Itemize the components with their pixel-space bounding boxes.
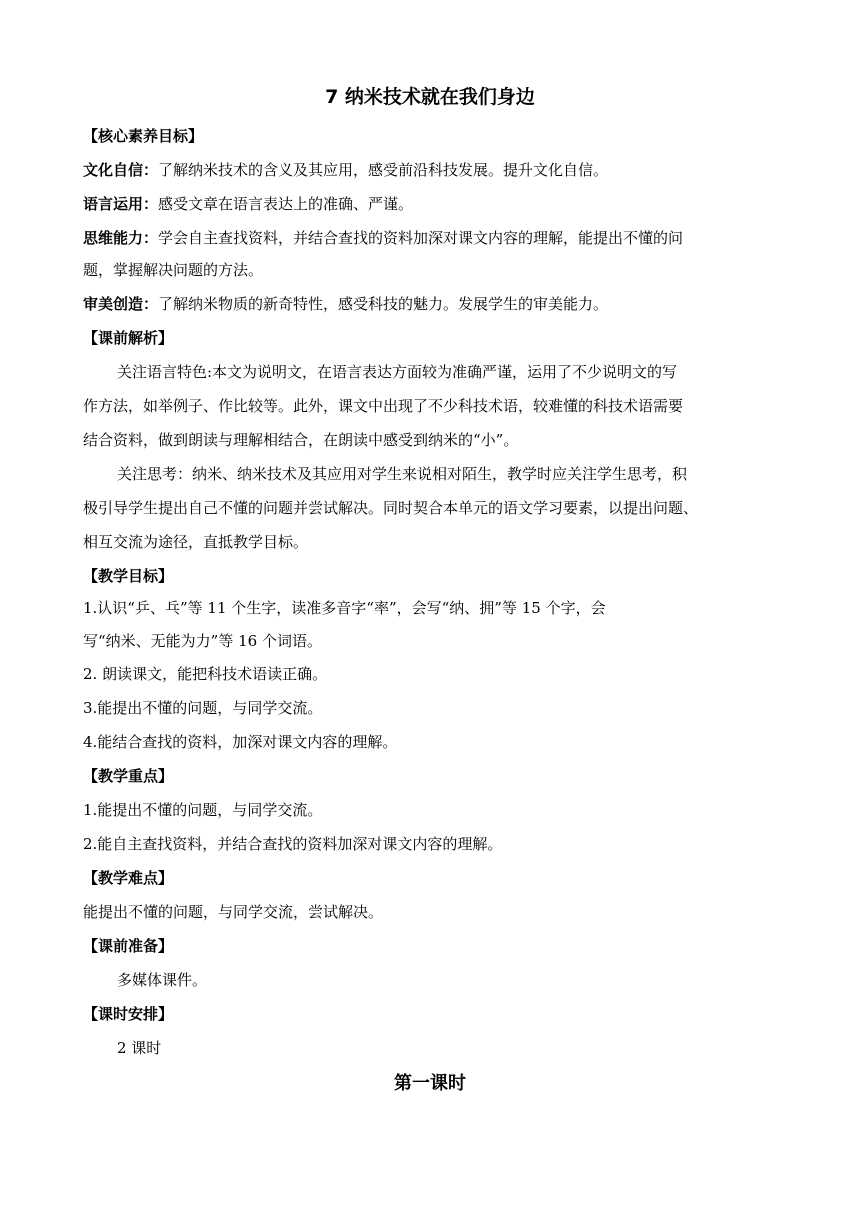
analysis-paragraph-line: 结合资料，做到朗读与理解相结合，在朗读中感受到纳米的“小”。 xyxy=(83,431,519,449)
prep-text: 多媒体课件。 xyxy=(117,971,208,989)
schedule-text: 2 课时 xyxy=(117,1039,162,1057)
analysis-paragraph-line: 作方法，如举例子、作比较等。此外，课文中出现了不少科技术语，较难懂的科技术语需要 xyxy=(83,397,684,415)
core-item-text: 了解纳米技术的含义及其应用，感受前沿科技发展。提升文化自信。 xyxy=(158,161,609,179)
section-heading-analysis: 【课前解析】 xyxy=(83,329,174,347)
core-item-label: 文化自信： xyxy=(83,161,159,179)
analysis-paragraph-line: 极引导学生提出自己不懂的问题并尝试解决。同时契合本单元的语文学习要素，以提出问题、 xyxy=(83,499,699,517)
analysis-paragraph-line: 相互交流为途径，直抵教学目标。 xyxy=(83,533,309,551)
section-heading-prep: 【课前准备】 xyxy=(83,937,174,955)
core-item-label: 思维能力： xyxy=(83,229,159,247)
section-heading-key-points: 【教学重点】 xyxy=(83,767,174,785)
key-point-line: 1.能提出不懂的问题，与同学交流。 xyxy=(83,801,323,819)
lesson-one-heading: 第一课时 xyxy=(394,1073,466,1094)
section-heading-schedule: 【课时安排】 xyxy=(83,1005,174,1023)
analysis-paragraph-line: 关注思考：纳米、纳米技术及其应用对学生来说相对陌生，教学时应关注学生思考，积 xyxy=(117,465,688,483)
key-point-line: 2.能自主查找资料，并结合查找的资料加深对课文内容的理解。 xyxy=(83,835,503,853)
core-item-label: 语言运用： xyxy=(83,195,159,213)
section-heading-core: 【核心素养目标】 xyxy=(83,127,204,145)
difficulty-text: 能提出不懂的问题，与同学交流，尝试解决。 xyxy=(83,903,384,921)
goal-line: 2. 朗读课文，能把科技术语读正确。 xyxy=(83,665,328,683)
section-heading-goals: 【教学目标】 xyxy=(83,567,174,585)
goal-line: 3.能提出不懂的问题，与同学交流。 xyxy=(83,699,323,717)
goal-line: 写“纳米、无能为力”等 16 个词语。 xyxy=(83,632,322,650)
core-item-text: 学会自主查找资料，并结合查找的资料加深对课文内容的理解，能提出不懂的问 xyxy=(158,229,684,247)
core-item-language xyxy=(83,193,783,215)
document-title: 7 纳米技术就在我们身边 xyxy=(325,86,535,108)
core-item-text: 了解纳米物质的新奇特性，感受科技的魅力。发展学生的审美能力。 xyxy=(158,295,609,313)
core-item-text: 感受文章在语言表达上的准确、严谨。 xyxy=(158,195,414,213)
core-item-label: 审美创造： xyxy=(83,295,159,313)
core-item-culture xyxy=(83,159,783,181)
core-item-thinking-cont: 题，掌握解决问题的方法。 xyxy=(83,261,264,279)
section-heading-difficulty: 【教学难点】 xyxy=(83,869,174,887)
analysis-paragraph-line: 关注语言特色:本文为说明文，在语言表达方面较为准确严谨，运用了不少说明文的写 xyxy=(117,363,678,381)
core-item-aesthetic xyxy=(83,293,783,315)
goal-line: 4.能结合查找的资料，加深对课文内容的理解。 xyxy=(83,733,398,751)
core-item-thinking xyxy=(83,227,783,249)
goal-line: 1.认识“乒、乓”等 11 个生字，读准多音字“率”，会写“纳、拥”等 15 个字，会 xyxy=(83,599,606,617)
